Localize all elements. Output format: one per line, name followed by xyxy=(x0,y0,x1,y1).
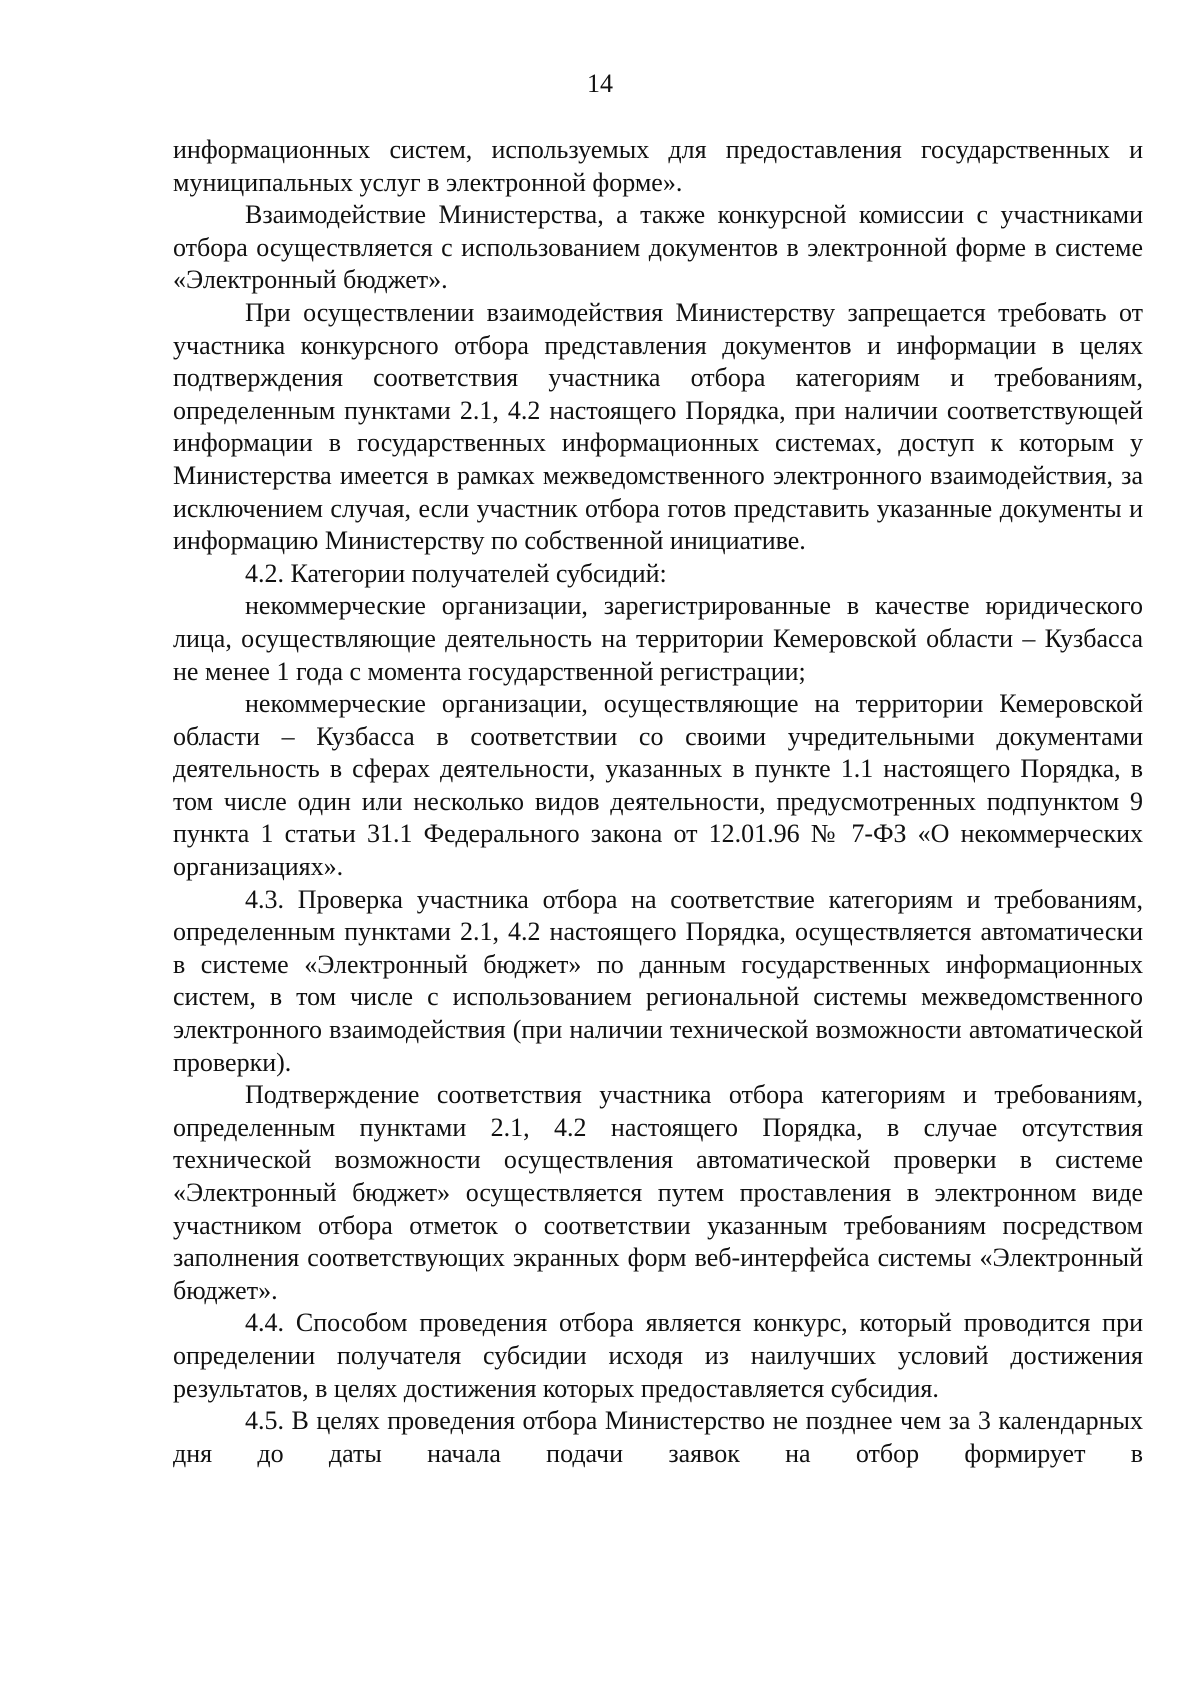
paragraph-category-1: некоммерческие организации, зарегистрированные в качестве юридического лица, осуществляющие деятельность на территории Кемеровской области – Кузбасса не менее 1 года с момента государственной регистрации; xyxy=(173,591,1143,686)
page-number: 14 xyxy=(587,69,613,98)
paragraph-4-4: 4.4. Способом проведения отбора является конкурс, который проводится при определении получателя субсидии исходя из наилучших условий достижения результатов, в целях достижения которых предоставляется субсидия. xyxy=(173,1308,1143,1403)
paragraph-confirmation: Подтверждение соответствия участника отбора категориям и требованиям, определенным пунктами 2.1, 4.2 настоящего Порядка, в случае отсутствия технической возможности осуществления автоматической проверки в системе «Электронный бюджет» осуществляется путем проставления в электронном виде участником отбора отметок о соответствии указанным требованиям посредством заполнения соответствующих экранных форм веб-интерфейса системы «Электронный бюджет». xyxy=(173,1080,1143,1305)
paragraph-continuation: информационных систем, используемых для предоставления государственных и муниципальных услуг в электронной форме». xyxy=(173,135,1143,197)
paragraph-interaction: Взаимодействие Министерства, а также конкурсной комиссии с участниками отбора осуществляется с использованием документов в электронной форме в системе «Электронный бюджет». xyxy=(173,200,1143,295)
document-body xyxy=(173,134,1143,1470)
paragraph-category-2: некоммерческие организации, осуществляющие на территории Кемеровской области – Кузбасса в соответствии со своими учредительными документами деятельность в сферах деятельности, указанных в пункте 1.1 настоящего Порядка, в том числе один или несколько видов деятельности, предусмотренных подпунктом 9 пункта 1 статьи 31.1 Федерального закона от 12.01.96 № 7-ФЗ «О некоммерческих организациях». xyxy=(173,689,1143,882)
paragraph-4-2-heading: 4.2. Категории получателей субсидий: xyxy=(245,558,667,588)
paragraph-4-5: 4.5. В целях проведения отбора Министерство не позднее чем за 3 календарных дня до даты начала подачи заявок на отбор формирует в xyxy=(173,1406,1143,1468)
paragraph-4-3: 4.3. Проверка участника отбора на соответствие категориям и требованиям, определенным пунктами 2.1, 4.2 настоящего Порядка, осуществляется автоматически в системе «Электронный бюджет» по данным государственных информационных систем, в том числе с использованием региональной системы межведомственного электронного взаимодействия (при наличии технической возможности автоматической проверки). xyxy=(173,884,1143,1077)
paragraph-prohibition: При осуществлении взаимодействия Министерству запрещается требовать от участника конкурсного отбора представления документов и информации в целях подтверждения соответствия участника отбора категориям и требованиям, определенным пунктами 2.1, 4.2 настоящего Порядка, при наличии соответствующей информации в государственных информационных системах, доступ к которым у Министерства имеется в рамках межведомственного электронного взаимодействия, за исключением случая, если участник отбора готов представить указанные документы и информацию Министерству по собственной инициативе. xyxy=(173,297,1143,556)
